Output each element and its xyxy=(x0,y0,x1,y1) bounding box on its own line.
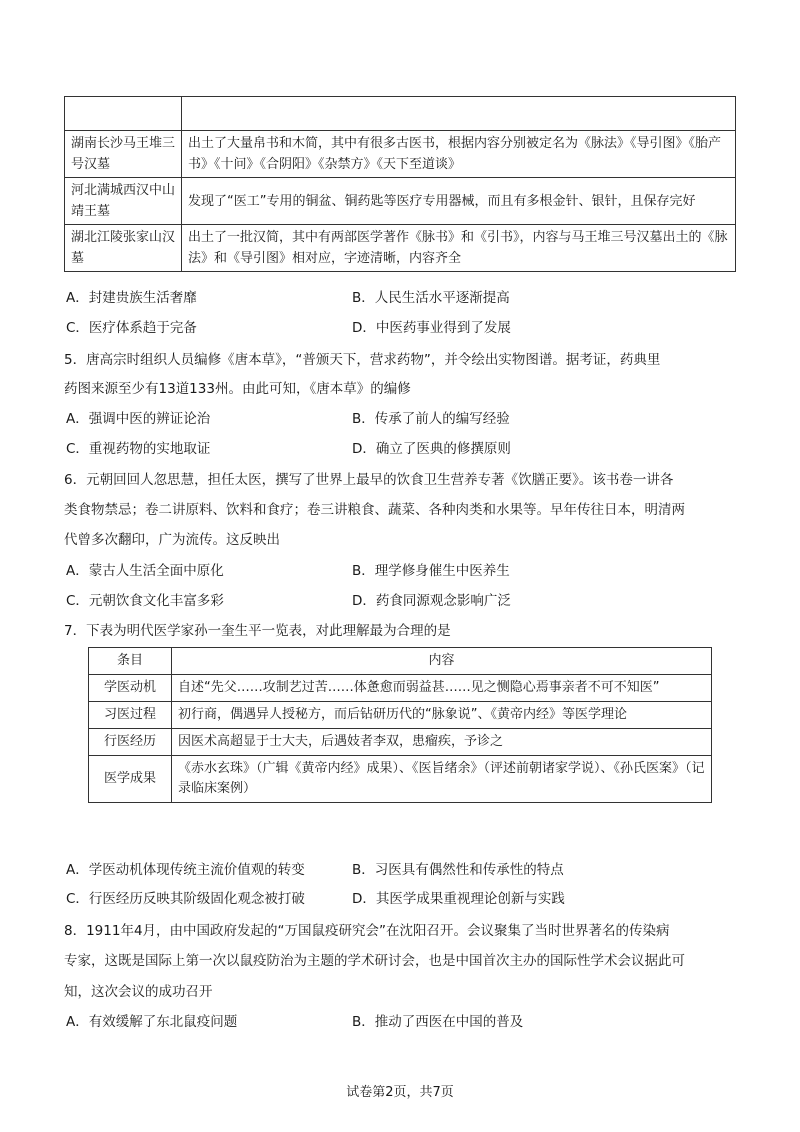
table-row xyxy=(65,178,736,225)
page-footer: 试卷第2页，共7页 xyxy=(346,1085,454,1100)
table-cell xyxy=(65,97,182,131)
table-row xyxy=(65,131,736,178)
column-header: 条目 xyxy=(89,648,172,675)
option-d: D．中医药事业得到了发展 xyxy=(352,320,511,336)
table-row xyxy=(65,225,736,272)
table-row xyxy=(89,729,712,756)
option-c: C．重视药物的实地取证 xyxy=(66,441,211,457)
question-text: 代曾多次翻印，广为流传。这反映出 xyxy=(64,532,280,548)
option-d: D．药食同源观念影响广泛 xyxy=(352,593,511,609)
option-c: C．元朝饮食文化丰富多彩 xyxy=(66,593,224,609)
option-b: B．习医具有偶然性和传承性的特点 xyxy=(352,862,564,878)
table-cell: 医学成果 xyxy=(89,756,172,803)
table-cell: 《赤水玄珠》（广辑《黄帝内经》成果）、《医旨绪余》（评述前朝诸家学说）、《孙氏医案》（记录临床案例） xyxy=(172,756,712,803)
table-cell: 河北满城西汉中山靖王墓 xyxy=(65,178,182,225)
table-cell: 初行商，偶遇异人授秘方，而后钻研历代的“脉象说”、《黄帝内经》等医学理论 xyxy=(172,702,712,729)
table-cell: 出土了一批汉简，其中有两部医学著作《脉书》和《引书》，内容与马王堆三号汉墓出土的《脉法》和《导引图》相对应，字迹清晰，内容齐全 xyxy=(182,225,736,272)
option-c: C．行医经历反映其阶级固化观念被打破 xyxy=(66,891,305,907)
option-a: A．学医动机体现传统主流价值观的转变 xyxy=(66,862,305,878)
biography-table xyxy=(88,647,712,803)
option-b: B．传承了前人的编写经验 xyxy=(352,411,510,427)
table-cell: 学医动机 xyxy=(89,675,172,702)
question-text: 专家，这既是国际上第一次以鼠疫防治为主题的学术研讨会，也是中国首次主办的国际性学术会议据此可 xyxy=(64,953,685,969)
table-cell: 自述“先父……攻制艺过苦……体惫愈而弱益甚……见之恻隐心焉事亲者不可不知医” xyxy=(172,675,712,702)
tomb-table xyxy=(64,96,736,272)
table-cell: 习医过程 xyxy=(89,702,172,729)
option-a: A．有效缓解了东北鼠疫问题 xyxy=(66,1014,238,1030)
table-row xyxy=(89,756,712,803)
option-b: B．理学修身催生中医养生 xyxy=(352,563,510,579)
table-cell: 出土了大量帛书和木简，其中有很多古医书，根据内容分别被定名为《脉法》《导引图》《胎产书》《十问》《合阴阳》《杂禁方》《天下至道谈》 xyxy=(182,131,736,178)
column-header: 内容 xyxy=(172,648,712,675)
table-row xyxy=(65,97,736,131)
option-d: D．其医学成果重视理论创新与实践 xyxy=(352,891,565,907)
option-a: A．强调中医的辨证论治 xyxy=(66,411,211,427)
table-row xyxy=(89,702,712,729)
option-c: C．医疗体系趋于完备 xyxy=(66,320,197,336)
question-text: 药图来源至少有13道133州。由此可知，《唐本草》的编修 xyxy=(64,381,411,397)
table-row xyxy=(89,675,712,702)
table-cell: 行医经历 xyxy=(89,729,172,756)
table-header-row xyxy=(89,648,712,675)
option-a: A．封建贵族生活奢靡 xyxy=(66,290,197,306)
question-text: 8．1911年4月，由中国政府发起的“万国鼠疫研究会”在沈阳召开。会议聚集了当时世界著名的传染病 xyxy=(64,923,670,939)
question-text: 6．元朝回回人忽思慧，担任太医，撰写了世界上最早的饮食卫生营养专著《饮膳正要》。该书卷一讲各 xyxy=(64,472,674,488)
table-cell: 湖北江陵张家山汉墓 xyxy=(65,225,182,272)
option-b: B．推动了西医在中国的普及 xyxy=(352,1014,524,1030)
option-a: A．蒙古人生活全面中原化 xyxy=(66,563,224,579)
table-cell: 因医术高超显于士大夫，后遇妓者李双，患瘤疾，予诊之 xyxy=(172,729,712,756)
option-d: D．确立了医典的修撰原则 xyxy=(352,441,511,457)
question-text: 类食物禁忌；卷二讲原料、饮料和食疗；卷三讲粮食、蔬菜、各种肉类和水果等。早年传往日本，明清两 xyxy=(64,502,685,518)
table-cell xyxy=(182,97,736,131)
table-cell: 湖南长沙马王堆三号汉墓 xyxy=(65,131,182,178)
table-cell: 发现了“医工”专用的铜盆、铜药匙等医疗专用器械，而且有多根金针、银针，且保存完好 xyxy=(182,178,736,225)
question-text: 7．下表为明代医学家孙一奎生平一览表，对此理解最为合理的是 xyxy=(64,623,451,639)
option-b: B．人民生活水平逐渐提高 xyxy=(352,290,510,306)
question-text: 知，这次会议的成功召开 xyxy=(64,984,213,1000)
question-text: 5．唐高宗时组织人员编修《唐本草》，“普颁天下，营求药物”，并令绘出实物图谱。据考证，药典里 xyxy=(64,352,661,368)
